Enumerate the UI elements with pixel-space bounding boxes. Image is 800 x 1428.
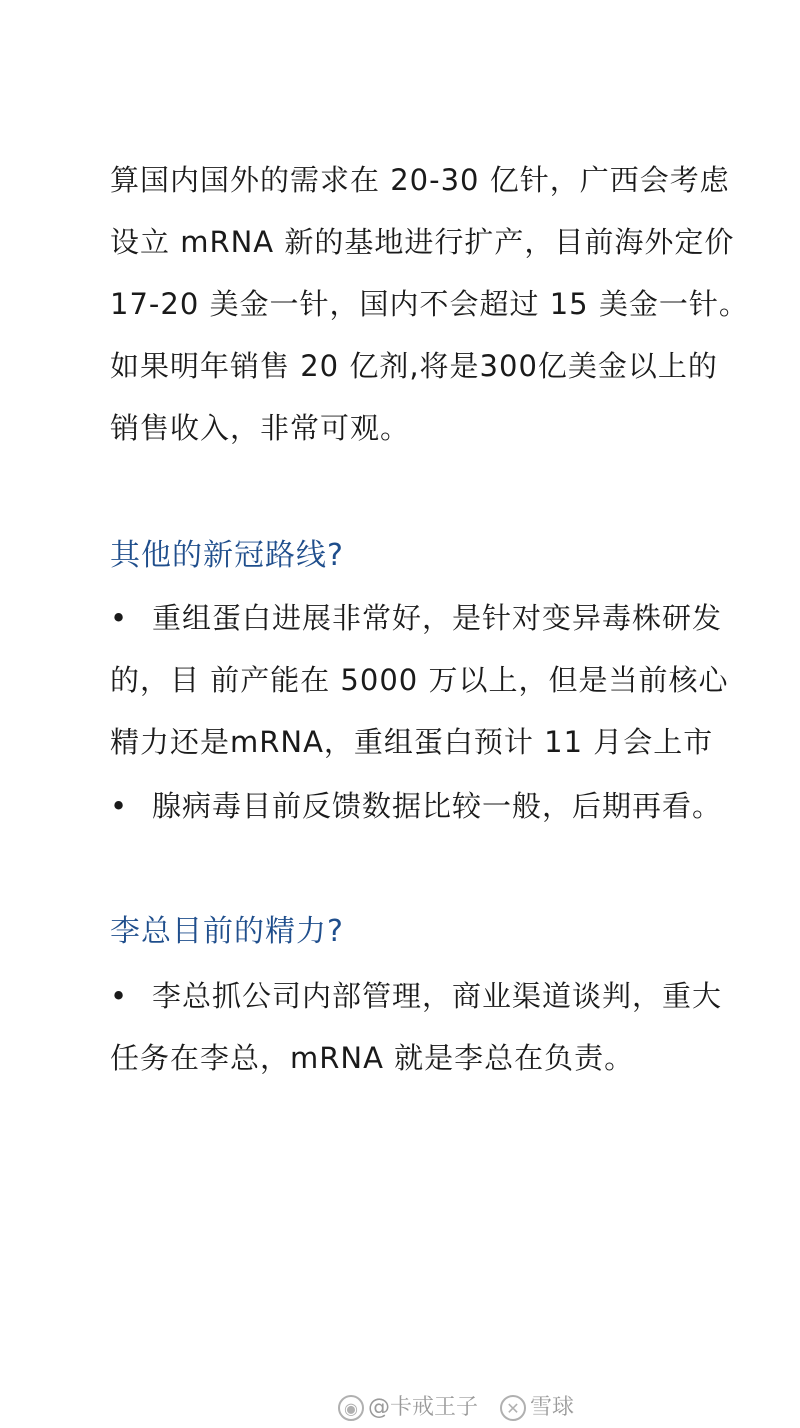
xueqiu-icon: ✕ <box>500 1395 526 1421</box>
bullet-icon: • <box>110 601 128 635</box>
bullet-line: 精力还是mRNA，重组蛋白预计 11 月会上市 <box>110 725 714 759</box>
xueqiu-watermark <box>500 1390 574 1426</box>
section-heading: 李总目前的精力? <box>110 914 344 949</box>
bullet-line: 任务在李总，mRNA 就是李总在负责。 <box>110 1041 635 1075</box>
intro-line: 如果明年销售 20 亿剂,将是300亿美金以上的 <box>110 349 718 383</box>
intro-line: 销售收入，非常可观。 <box>110 411 411 445</box>
intro-line: 17-20 美金一针，国内不会超过 15 美金一针。 <box>110 287 749 321</box>
bullet-icon: • <box>110 979 128 1013</box>
bullet-icon: • <box>110 789 128 823</box>
intro-line: 设立 mRNA 新的基地进行扩产，目前海外定价 <box>110 225 735 259</box>
weibo-icon: ◉ <box>338 1395 364 1421</box>
intro-line: 算国内国外的需求在 20-30 亿针，广西会考虑 <box>110 163 730 197</box>
bullet-line: 腺病毒目前反馈数据比较一般，后期再看。 <box>152 789 723 823</box>
bullet-line: 重组蛋白进展非常好，是针对变异毒株研发 <box>152 601 723 635</box>
xueqiu-text: 雪球 <box>530 1395 575 1420</box>
weibo-watermark <box>338 1390 478 1426</box>
weibo-handle: @卡戒王子 <box>368 1395 479 1420</box>
bullet-line: 李总抓公司内部管理，商业渠道谈判，重大 <box>152 979 723 1013</box>
section-heading: 其他的新冠路线? <box>110 538 344 573</box>
bullet-line: 的，目 前产能在 5000 万以上，但是当前核心 <box>110 663 729 697</box>
